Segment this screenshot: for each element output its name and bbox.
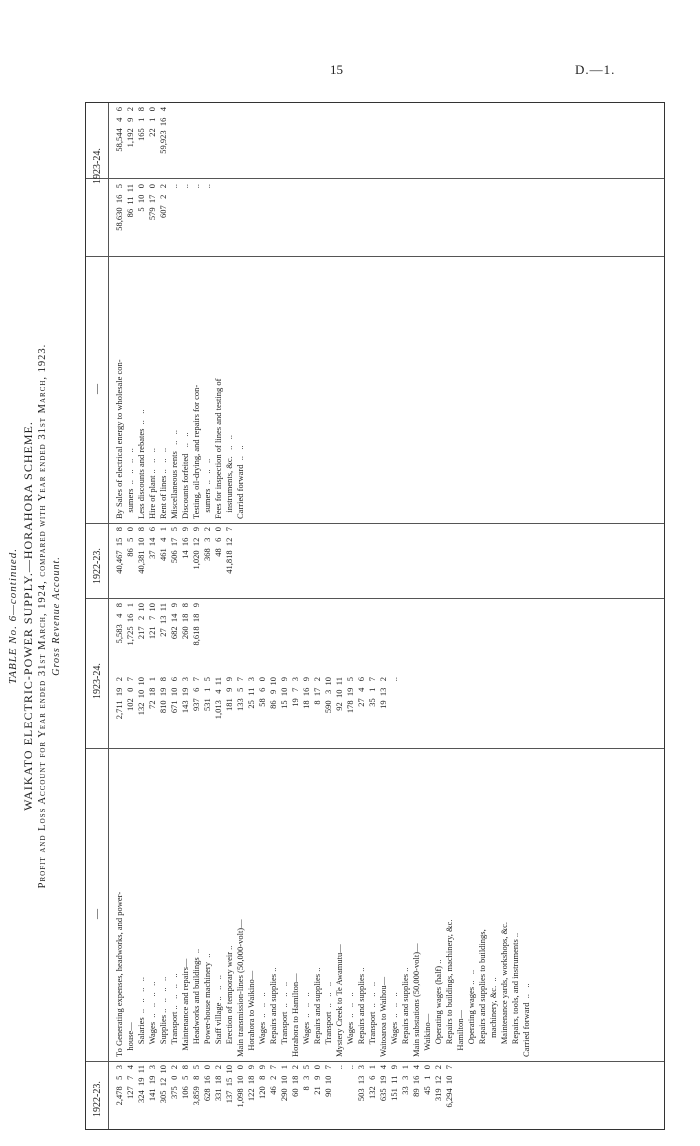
amount-cell: 305 12 10 <box>158 1065 168 1104</box>
account-line: Waikino— <box>422 1013 432 1057</box>
amount-cell: 2,711 19 2 <box>114 677 124 720</box>
amount-cell: 5 10 0 <box>136 184 146 212</box>
amount-cell: 46 2 7 <box>268 1065 278 1095</box>
account-line: Wages .. .. .. <box>257 992 267 1057</box>
account-line: Discounts forfeited .. .. <box>180 432 190 519</box>
debit-labels-column <box>114 752 532 1057</box>
amount-cell: 141 19 3 <box>147 1065 157 1102</box>
amount-cell: 40,467 15 8 <box>114 527 124 574</box>
account-line: Repairs and supplies to buildings, <box>477 929 487 1057</box>
account-line: Wages .. .. .. <box>389 992 399 1057</box>
amount-cell: 671 10 6 <box>169 677 179 714</box>
amount-cell: 48 6 0 <box>213 527 223 557</box>
rotated-table-sheet <box>7 102 665 1130</box>
total-cell: 1,725 16 1 <box>125 603 135 646</box>
account-line: Operating wages (half) .. <box>433 959 443 1057</box>
amount-cell: 86 11 11 <box>125 184 135 218</box>
amount-cell: 635 19 4 <box>378 1065 388 1102</box>
amount-cell: 92 10 11 <box>334 677 344 711</box>
amount-cell: 2,478 5 3 <box>114 1065 124 1106</box>
amount-cell: 72 18 1 <box>147 677 157 709</box>
amount-cell: 590 3 10 <box>323 677 333 714</box>
amount-cell: 102 0 7 <box>125 677 135 711</box>
amount-cell: 579 17 0 <box>147 184 157 221</box>
amount-cell: 8 17 2 <box>312 677 322 705</box>
amount-cell: .. <box>389 677 399 682</box>
account-line: Miscellaneous rents .. .. <box>169 430 179 519</box>
account-line: Fees for inspection of lines and testing of <box>213 378 223 519</box>
account-line: Salaries .. .. .. .. <box>136 976 146 1057</box>
amount-cell: 15 10 9 <box>279 677 289 709</box>
account-line: machinery, &c. .. <box>488 977 498 1057</box>
account-line: Mystery Creek to Te Awamutu— <box>334 944 344 1057</box>
debit-1923-24-detail-column <box>114 677 400 745</box>
amount-cell: 132 10 10 <box>136 677 146 716</box>
total-cell: 121 7 10 <box>147 603 157 640</box>
amount-cell: 58,630 16 5 <box>114 184 124 231</box>
account-line: Hamilton— <box>455 1010 465 1057</box>
debit-1923-24-total-column <box>114 603 202 671</box>
amount-cell: .. <box>334 1065 344 1070</box>
account-line: Staff village .. .. .. <box>213 975 223 1057</box>
debit-1922-23-column <box>114 1065 455 1125</box>
amount-cell: 133 5 7 <box>235 677 245 711</box>
amount-cell: 89 16 4 <box>411 1065 421 1097</box>
account-line: Repairs and supplies .. <box>312 967 322 1057</box>
account-line: sumers .. .. .. <box>202 458 212 519</box>
amount-cell: 27 4 6 <box>356 677 366 707</box>
amount-cell: 8 3 5 <box>301 1065 311 1091</box>
account-line: Transport .. .. .. <box>367 981 377 1057</box>
account-line: Supplies .. .. .. .. <box>158 976 168 1057</box>
total-cell: 260 18 8 <box>180 603 190 640</box>
amount-cell: 137 15 10 <box>224 1065 234 1104</box>
amount-cell: 86 5 0 <box>125 527 135 557</box>
account-line: Waitoaroa to Waihou— <box>378 976 388 1057</box>
total-cell: 27 13 11 <box>158 603 168 637</box>
amount-cell: 35 1 7 <box>367 677 377 707</box>
account-line: Operating wages .. .. <box>466 969 476 1057</box>
account-line: Transport .. .. .. .. <box>169 973 179 1057</box>
amount-cell: .. <box>345 1065 355 1070</box>
header-dash-credit: — <box>92 384 103 394</box>
header-1923-24-credit: 1923-24. <box>92 148 103 184</box>
account-line: Headworks and buildings .. <box>191 948 201 1057</box>
total-cell: 682 14 9 <box>169 603 179 640</box>
account-line: Transport .. .. .. <box>323 981 333 1057</box>
amount-cell: 143 19 3 <box>180 677 190 714</box>
account-line: Less discounts and rebates .. .. <box>136 409 146 519</box>
header-dash-debit: — <box>92 909 103 919</box>
amount-cell: 178 19 5 <box>345 677 355 714</box>
amount-cell: 86 9 10 <box>268 677 278 709</box>
account-line: house— <box>125 1022 135 1057</box>
scheme-title: WAIKATO ELECTRIC-POWER SUPPLY.—HORAHORA SCHEME. <box>21 421 35 811</box>
amount-cell: 60 18 2 <box>290 1065 300 1097</box>
account-subtitle: Gross Revenue Account. <box>51 556 62 676</box>
header-1923-24-debit: 1923-24. <box>92 663 103 699</box>
amount-cell: 14 16 9 <box>180 527 190 559</box>
total-cell: 5,583 4 8 <box>114 603 124 644</box>
amount-cell: 531 1 5 <box>202 677 212 711</box>
account-line: Carried forward .. .. <box>521 983 531 1057</box>
credit-labels-column <box>114 261 246 519</box>
amount-cell: 810 19 8 <box>158 677 168 714</box>
account-line: sumers .. .. .. .. <box>125 448 135 519</box>
account-line: Main transmission-lines (50,000-volt)— <box>235 919 245 1057</box>
amount-cell: 122 18 9 <box>246 1065 256 1102</box>
table-number: TABLE No. 6—continued. <box>7 547 19 685</box>
amount-cell: 151 11 9 <box>389 1065 399 1101</box>
account-line: Repairs and supplies .. <box>356 967 366 1057</box>
amount-cell: 181 9 9 <box>224 677 234 711</box>
amount-cell: 90 10 7 <box>323 1065 333 1097</box>
amount-cell: 607 2 2 <box>158 184 168 218</box>
header-1922-23-credit: 1922-23. <box>92 548 103 584</box>
amount-cell: 6,294 10 7 <box>444 1065 454 1108</box>
amount-cell: 331 18 2 <box>213 1065 223 1102</box>
header-1922-23-debit: 1922-23. <box>92 1081 103 1117</box>
total-cell: 165 1 8 <box>136 107 146 141</box>
account-line: Horahora to Waikino— <box>246 970 256 1057</box>
account-line: Repairs and supplies .. <box>268 967 278 1057</box>
amount-cell: 628 16 0 <box>202 1065 212 1102</box>
amount-cell: 127 7 4 <box>125 1065 135 1099</box>
credit-1923-24-total-column <box>114 107 169 177</box>
account-line: instruments, &c. .. .. <box>224 434 234 519</box>
amount-cell: 324 19 11 <box>136 1065 146 1103</box>
account-line: Wages .. .. .. <box>301 992 311 1057</box>
account-line: Hire of plant .. .. .. <box>147 447 157 519</box>
account-line: By Sales of electrical energy to wholesale con- <box>114 359 124 519</box>
total-cell: 217 2 10 <box>136 603 146 640</box>
amount-cell: 368 3 2 <box>202 527 212 561</box>
total-cell: 58,544 4 6 <box>114 107 124 152</box>
amount-cell: 506 17 5 <box>169 527 179 564</box>
credit-1922-23-column <box>114 527 235 595</box>
total-cell: 22 1 0 <box>147 107 157 137</box>
amount-cell: 37 14 6 <box>147 527 157 559</box>
account-line: Horahora to Hamilton— <box>290 973 300 1057</box>
amount-cell: 21 9 0 <box>312 1065 322 1095</box>
account-line: Wages .. .. .. .. <box>147 981 157 1057</box>
amount-cell: 3,859 8 5 <box>191 1065 201 1106</box>
amount-cell: 120 8 9 <box>257 1065 267 1099</box>
amount-cell: 1,013 4 11 <box>213 677 223 720</box>
account-line: Repairs and supplies .. <box>400 967 410 1057</box>
amount-cell: 45 1 0 <box>422 1065 432 1095</box>
account-line: Rent of lines .. .. .. <box>158 447 168 519</box>
account-line: Repairs to buildings, machinery, &c. <box>444 919 454 1057</box>
account-line: Repairs, tools, and instruments .. <box>510 932 520 1057</box>
amount-cell: 33 3 1 <box>400 1065 410 1095</box>
amount-cell: 40,381 10 8 <box>136 527 146 574</box>
amount-cell: 1,020 12 9 <box>191 527 201 570</box>
account-title: Profit and Loss Account for Year ended 31st March, 1924, compared with Year ended 31st March, 1923. <box>37 343 48 889</box>
amount-cell: 319 12 2 <box>433 1065 443 1102</box>
document-reference: D.—1. <box>575 62 616 77</box>
amount-cell: 41,818 12 7 <box>224 527 234 574</box>
amount-cell: 19 7 3 <box>290 677 300 707</box>
account-line: Main substations (50,000-volt)— <box>411 943 421 1057</box>
account-line: Power-house machinery .. <box>202 953 212 1057</box>
amount-cell: 1,098 10 0 <box>235 1065 245 1108</box>
amount-cell: 937 6 7 <box>191 677 201 711</box>
account-line: Carried forward .. .. <box>235 445 245 519</box>
amount-cell: 290 10 1 <box>279 1065 289 1102</box>
amount-cell: 25 11 3 <box>246 677 256 709</box>
account-line: Maintenance and repairs— <box>180 958 190 1057</box>
account-line: Testing, oil-drying, and repairs for con- <box>191 384 201 519</box>
amount-cell: .. <box>202 184 212 189</box>
amount-cell: 106 5 8 <box>180 1065 190 1099</box>
amount-cell: .. <box>180 184 190 189</box>
total-cell: 59,923 16 4 <box>158 107 168 154</box>
amount-cell: .. <box>169 184 179 189</box>
amount-cell: 461 4 1 <box>158 527 168 561</box>
amount-cell: 375 0 2 <box>169 1065 179 1099</box>
account-line: Transport .. .. .. <box>279 981 289 1057</box>
account-line: To Generating expenses, headworks, and power- <box>114 891 124 1057</box>
amount-cell: 19 13 2 <box>378 677 388 709</box>
page-number: 15 <box>330 62 343 77</box>
credit-1923-24-detail-column <box>114 184 213 254</box>
total-cell: 8,618 18 9 <box>191 603 201 646</box>
account-line: Erection of temporary weir .. <box>224 945 234 1057</box>
amount-cell: 503 13 3 <box>356 1065 366 1102</box>
amount-cell: 132 6 1 <box>367 1065 377 1099</box>
amount-cell: 58 6 0 <box>257 677 267 707</box>
account-line: Wages .. .. .. <box>345 992 355 1057</box>
amount-cell: 18 16 9 <box>301 677 311 709</box>
account-table <box>85 102 665 1130</box>
amount-cell: .. <box>191 184 201 189</box>
account-line: Maintenance yards, workshops, &c. <box>499 921 509 1057</box>
total-cell: 1,192 9 2 <box>125 107 135 148</box>
